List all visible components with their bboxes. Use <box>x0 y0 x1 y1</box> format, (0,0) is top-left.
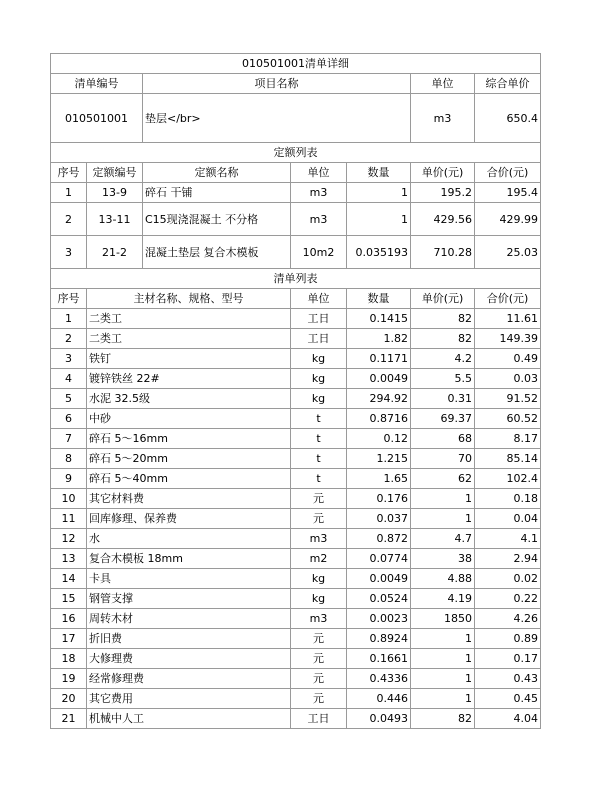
quota-seq-header: 序号 <box>51 163 87 183</box>
quota-row <box>51 236 541 269</box>
material-unit: m2 <box>291 549 347 569</box>
material-name: 水 <box>87 529 291 549</box>
bill-price: 650.4 <box>475 94 541 143</box>
material-price: 4.2 <box>411 349 475 369</box>
material-price: 1 <box>411 669 475 689</box>
material-name: 铁钉 <box>87 349 291 369</box>
quota-qty: 1 <box>347 203 411 236</box>
material-qty: 0.8716 <box>347 409 411 429</box>
material-row <box>51 609 541 629</box>
quota-section-row <box>51 143 541 163</box>
material-name: 回库修理、保养费 <box>87 509 291 529</box>
material-price: 1 <box>411 489 475 509</box>
material-price: 1 <box>411 629 475 649</box>
quota-code: 21-2 <box>87 236 143 269</box>
material-row <box>51 669 541 689</box>
material-qty: 1.82 <box>347 329 411 349</box>
material-total: 2.94 <box>475 549 541 569</box>
material-seq: 18 <box>51 649 87 669</box>
quota-name: 碎石 干铺 <box>143 183 291 203</box>
material-row <box>51 629 541 649</box>
quota-price-header: 单价(元) <box>411 163 475 183</box>
material-unit: kg <box>291 589 347 609</box>
material-row <box>51 349 541 369</box>
quota-code-header: 定额编号 <box>87 163 143 183</box>
material-total: 4.04 <box>475 709 541 729</box>
material-price: 1850 <box>411 609 475 629</box>
material-row <box>51 369 541 389</box>
material-section-row <box>51 269 541 289</box>
material-total: 0.04 <box>475 509 541 529</box>
quota-name-header: 定额名称 <box>143 163 291 183</box>
bill-detail-sheet <box>50 53 540 729</box>
material-name: 碎石 5～16mm <box>87 429 291 449</box>
material-qty: 0.0023 <box>347 609 411 629</box>
material-unit: kg <box>291 569 347 589</box>
material-seq: 3 <box>51 349 87 369</box>
material-qty: 0.8924 <box>347 629 411 649</box>
material-seq: 8 <box>51 449 87 469</box>
material-seq: 17 <box>51 629 87 649</box>
material-qty: 0.1171 <box>347 349 411 369</box>
material-total: 0.49 <box>475 349 541 369</box>
material-row <box>51 449 541 469</box>
material-qty: 0.037 <box>347 509 411 529</box>
material-qty: 0.12 <box>347 429 411 449</box>
material-seq: 16 <box>51 609 87 629</box>
material-seq: 21 <box>51 709 87 729</box>
material-seq: 6 <box>51 409 87 429</box>
material-row <box>51 529 541 549</box>
material-name: 水泥 32.5级 <box>87 389 291 409</box>
material-name: 镀锌铁丝 22# <box>87 369 291 389</box>
material-total: 0.22 <box>475 589 541 609</box>
material-seq: 4 <box>51 369 87 389</box>
bill-unit-header: 单位 <box>411 74 475 94</box>
material-qty: 0.4336 <box>347 669 411 689</box>
material-row <box>51 509 541 529</box>
bill-code: 010501001 <box>51 94 143 143</box>
material-total: 0.02 <box>475 569 541 589</box>
material-name: 二类工 <box>87 309 291 329</box>
material-price: 82 <box>411 309 475 329</box>
material-name: 其它费用 <box>87 689 291 709</box>
material-seq-header: 序号 <box>51 289 87 309</box>
bill-unit: m3 <box>411 94 475 143</box>
material-price: 70 <box>411 449 475 469</box>
material-row <box>51 709 541 729</box>
quota-name: C15现浇混凝土 不分格 <box>143 203 291 236</box>
material-row <box>51 689 541 709</box>
material-price: 5.5 <box>411 369 475 389</box>
material-price: 4.88 <box>411 569 475 589</box>
material-seq: 9 <box>51 469 87 489</box>
material-unit: m3 <box>291 609 347 629</box>
material-name: 中砂 <box>87 409 291 429</box>
quota-code: 13-9 <box>87 183 143 203</box>
material-name-header: 主材名称、规格、型号 <box>87 289 291 309</box>
material-price: 82 <box>411 329 475 349</box>
material-name: 其它材料费 <box>87 489 291 509</box>
material-unit: 元 <box>291 629 347 649</box>
material-name: 复合木模板 18mm <box>87 549 291 569</box>
material-total: 11.61 <box>475 309 541 329</box>
quota-price: 195.2 <box>411 183 475 203</box>
material-qty: 0.1415 <box>347 309 411 329</box>
material-unit-header: 单位 <box>291 289 347 309</box>
material-total: 91.52 <box>475 389 541 409</box>
material-qty: 0.0049 <box>347 369 411 389</box>
sheet-title: 010501001清单详细 <box>51 54 541 74</box>
quota-row <box>51 183 541 203</box>
quota-qty: 0.035193 <box>347 236 411 269</box>
material-row <box>51 489 541 509</box>
material-unit: t <box>291 409 347 429</box>
material-price-header: 单价(元) <box>411 289 475 309</box>
bill-name: 垫层</br> <box>143 94 411 143</box>
bill-name-header: 项目名称 <box>143 74 411 94</box>
material-unit: 元 <box>291 509 347 529</box>
bill-header-row <box>51 74 541 94</box>
material-row <box>51 549 541 569</box>
material-unit: 元 <box>291 489 347 509</box>
quota-total: 195.4 <box>475 183 541 203</box>
quota-total-header: 合价(元) <box>475 163 541 183</box>
material-name: 折旧费 <box>87 629 291 649</box>
material-name: 周转木材 <box>87 609 291 629</box>
material-price: 4.19 <box>411 589 475 609</box>
material-seq: 11 <box>51 509 87 529</box>
material-qty: 294.92 <box>347 389 411 409</box>
material-name: 碎石 5～20mm <box>87 449 291 469</box>
table-body <box>51 54 541 729</box>
material-name: 碎石 5～40mm <box>87 469 291 489</box>
material-price: 1 <box>411 509 475 529</box>
material-price: 38 <box>411 549 475 569</box>
material-unit: 工日 <box>291 329 347 349</box>
material-row <box>51 569 541 589</box>
quota-unit: m3 <box>291 183 347 203</box>
material-unit: 元 <box>291 689 347 709</box>
material-row <box>51 429 541 449</box>
material-qty-header: 数量 <box>347 289 411 309</box>
quota-unit: m3 <box>291 203 347 236</box>
material-total: 0.89 <box>475 629 541 649</box>
material-total: 4.1 <box>475 529 541 549</box>
quota-price: 429.56 <box>411 203 475 236</box>
material-price: 68 <box>411 429 475 449</box>
material-price: 82 <box>411 709 475 729</box>
material-seq: 2 <box>51 329 87 349</box>
material-qty: 0.0774 <box>347 549 411 569</box>
material-name: 机械中人工 <box>87 709 291 729</box>
quota-seq: 1 <box>51 183 87 203</box>
quota-price: 710.28 <box>411 236 475 269</box>
material-name: 钢管支撑 <box>87 589 291 609</box>
material-total: 85.14 <box>475 449 541 469</box>
material-seq: 7 <box>51 429 87 449</box>
bill-price-header: 综合单价 <box>475 74 541 94</box>
material-price: 1 <box>411 649 475 669</box>
material-qty: 1.215 <box>347 449 411 469</box>
material-total: 0.43 <box>475 669 541 689</box>
quota-unit: 10m2 <box>291 236 347 269</box>
material-name: 二类工 <box>87 329 291 349</box>
material-total: 149.39 <box>475 329 541 349</box>
material-name: 经常修理费 <box>87 669 291 689</box>
quota-seq: 3 <box>51 236 87 269</box>
material-unit: t <box>291 429 347 449</box>
material-unit: t <box>291 469 347 489</box>
material-row <box>51 469 541 489</box>
material-seq: 5 <box>51 389 87 409</box>
quota-seq: 2 <box>51 203 87 236</box>
material-row <box>51 589 541 609</box>
quota-qty-header: 数量 <box>347 163 411 183</box>
material-seq: 1 <box>51 309 87 329</box>
material-total: 102.4 <box>475 469 541 489</box>
material-price: 0.31 <box>411 389 475 409</box>
material-total: 4.26 <box>475 609 541 629</box>
material-total: 0.03 <box>475 369 541 389</box>
material-price: 62 <box>411 469 475 489</box>
bill-row <box>51 94 541 143</box>
material-row <box>51 309 541 329</box>
material-seq: 20 <box>51 689 87 709</box>
quota-section-title: 定额列表 <box>51 143 541 163</box>
material-row <box>51 389 541 409</box>
material-seq: 15 <box>51 589 87 609</box>
material-header-row <box>51 289 541 309</box>
material-qty: 1.65 <box>347 469 411 489</box>
material-unit: kg <box>291 349 347 369</box>
material-qty: 0.446 <box>347 689 411 709</box>
material-row <box>51 329 541 349</box>
material-unit: 工日 <box>291 709 347 729</box>
material-qty: 0.1661 <box>347 649 411 669</box>
material-qty: 0.0493 <box>347 709 411 729</box>
material-name: 卡具 <box>87 569 291 589</box>
material-row <box>51 649 541 669</box>
material-unit: 元 <box>291 649 347 669</box>
material-row <box>51 409 541 429</box>
material-total: 0.18 <box>475 489 541 509</box>
material-price: 1 <box>411 689 475 709</box>
material-seq: 10 <box>51 489 87 509</box>
quota-header-row <box>51 163 541 183</box>
quota-qty: 1 <box>347 183 411 203</box>
material-unit: 元 <box>291 669 347 689</box>
quota-row <box>51 203 541 236</box>
material-total: 60.52 <box>475 409 541 429</box>
title-row <box>51 54 541 74</box>
material-total: 0.17 <box>475 649 541 669</box>
material-price: 69.37 <box>411 409 475 429</box>
material-total-header: 合价(元) <box>475 289 541 309</box>
material-unit: t <box>291 449 347 469</box>
bill-code-header: 清单编号 <box>51 74 143 94</box>
quota-name: 混凝土垫层 复合木模板 <box>143 236 291 269</box>
material-name: 大修理费 <box>87 649 291 669</box>
material-qty: 0.0049 <box>347 569 411 589</box>
material-seq: 13 <box>51 549 87 569</box>
material-qty: 0.0524 <box>347 589 411 609</box>
material-seq: 12 <box>51 529 87 549</box>
material-section-title: 清单列表 <box>51 269 541 289</box>
material-unit: m3 <box>291 529 347 549</box>
quota-unit-header: 单位 <box>291 163 347 183</box>
material-total: 8.17 <box>475 429 541 449</box>
bill-detail-table <box>50 53 541 729</box>
material-seq: 19 <box>51 669 87 689</box>
quota-code: 13-11 <box>87 203 143 236</box>
material-qty: 0.176 <box>347 489 411 509</box>
quota-total: 429.99 <box>475 203 541 236</box>
material-unit: 工日 <box>291 309 347 329</box>
material-price: 4.7 <box>411 529 475 549</box>
material-unit: kg <box>291 369 347 389</box>
quota-total: 25.03 <box>475 236 541 269</box>
material-total: 0.45 <box>475 689 541 709</box>
material-qty: 0.872 <box>347 529 411 549</box>
material-unit: kg <box>291 389 347 409</box>
material-seq: 14 <box>51 569 87 589</box>
